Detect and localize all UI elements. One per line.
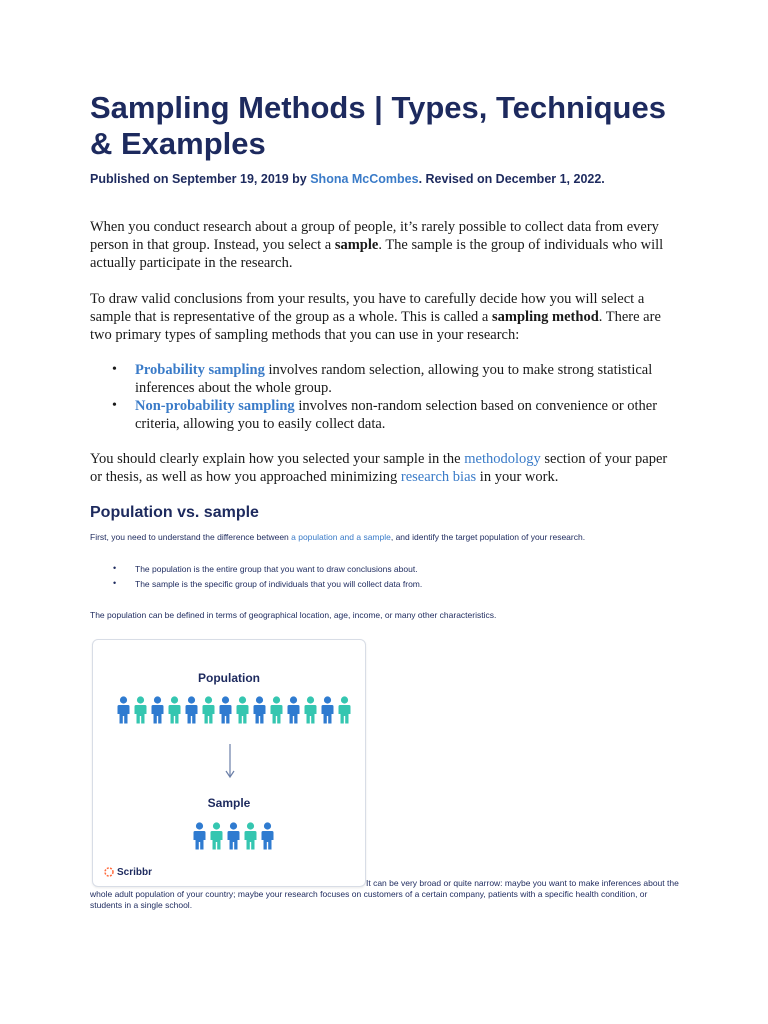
person-icon: [244, 822, 257, 850]
text-span: You should clearly explain how you selected your sample in the: [90, 451, 465, 467]
non-probability-sampling-link[interactable]: Non-probability sampling: [135, 398, 295, 414]
population-scope-paragraph: [90, 878, 680, 911]
person-icon: [261, 822, 274, 850]
intro-paragraph-1: [90, 218, 672, 272]
population-people-row: [117, 696, 353, 724]
list-item: [90, 564, 680, 575]
scribbr-logo: [103, 866, 152, 878]
text-span: When you conduct research about a group of people, it’s rarely possible to collect data from every person in that group. Instead, you select a: [90, 219, 659, 253]
person-icon: [227, 822, 240, 850]
text-span: involves random selection, allowing you to make strong statistical inferences about the whole group.: [135, 362, 653, 396]
person-icon: [219, 696, 232, 724]
bold-term-sample: sample: [334, 237, 379, 253]
text-span: The sample is the specific group of individuals that you will collect data from.: [135, 579, 423, 589]
person-icon: [151, 696, 164, 724]
person-icon: [321, 696, 334, 724]
person-icon: [270, 696, 283, 724]
down-arrow-icon: [224, 744, 236, 780]
person-icon: [338, 696, 351, 724]
text-span: . There are two primary types of sampling methods that you can use in your research:: [90, 309, 661, 343]
population-label: Population: [198, 671, 260, 685]
person-icon: [304, 696, 317, 724]
author-link[interactable]: Shona McCombes: [310, 172, 419, 186]
population-sample-list: [90, 564, 680, 594]
bullet-icon: •: [113, 578, 117, 588]
bullet-icon: •: [113, 563, 117, 573]
text-span: in your work.: [476, 469, 559, 485]
scribbr-logo-icon: [103, 866, 115, 878]
text-span: section of your paper or thesis, as well as how you approached minimizing: [90, 451, 668, 485]
intro-paragraph-3: [90, 450, 672, 486]
person-icon: [168, 696, 181, 724]
byline: [90, 172, 690, 186]
sample-people-row: [193, 822, 276, 850]
bullet-icon: •: [112, 362, 117, 377]
person-icon: [193, 822, 206, 850]
person-icon: [210, 822, 223, 850]
person-icon: [287, 696, 300, 724]
person-icon: [253, 696, 266, 724]
probability-sampling-link[interactable]: Probability sampling: [135, 362, 265, 378]
text-span: involves non-random selection based on convenience or other criteria, allowing you to easily collect data.: [135, 398, 658, 432]
sample-label: Sample: [207, 796, 251, 810]
brand-name: Scribbr: [117, 866, 153, 878]
byline-published: Published on September 19, 2019 by: [90, 172, 311, 186]
text-span: , and identify the target population of your research.: [390, 532, 586, 542]
population-sample-link[interactable]: a population and a sample: [291, 532, 391, 542]
text-span: To draw valid conclusions from your results, you have to carefully decide how you will select a sample that is representative of the group as a whole. This is called a: [90, 291, 645, 325]
population-definition: The population can be defined in terms of geographical location, age, income, or many other characteristics.: [90, 610, 497, 620]
person-icon: [202, 696, 215, 724]
text-span: It can be very broad or quite narrow: maybe you want to make inferences: [366, 878, 641, 888]
population-sample-figure: [92, 639, 366, 887]
section-heading: Population vs. sample: [90, 504, 259, 521]
text-span: about the whole adult population of your country; maybe your research focuses on customers of a certain company, patients with a specific health condition, or students in a single school.: [90, 878, 679, 910]
bold-term-sampling-method: sampling method: [492, 309, 599, 325]
research-bias-link[interactable]: research bias: [400, 469, 477, 485]
person-icon: [185, 696, 198, 724]
person-icon: [236, 696, 249, 724]
text-span: First, you need to understand the difference between: [90, 532, 292, 542]
intro-paragraph-2: [90, 290, 672, 344]
person-icon: [117, 696, 130, 724]
section-intro: [90, 532, 680, 543]
list-item: [90, 397, 672, 433]
methodology-link[interactable]: methodology: [464, 451, 541, 467]
list-item: [90, 579, 680, 590]
byline-revised: . Revised on December 1, 2022.: [418, 172, 605, 186]
page-title: Sampling Methods | Types, Techniques & Examples: [90, 90, 666, 161]
text-span: . The sample is the group of individuals who will actually participate in the research.: [90, 237, 664, 271]
bullet-icon: •: [112, 398, 117, 413]
list-item: [90, 361, 672, 397]
person-icon: [134, 696, 147, 724]
sampling-types-list: [90, 361, 672, 433]
text-span: The population is the entire group that you want to draw conclusions about.: [135, 564, 418, 574]
